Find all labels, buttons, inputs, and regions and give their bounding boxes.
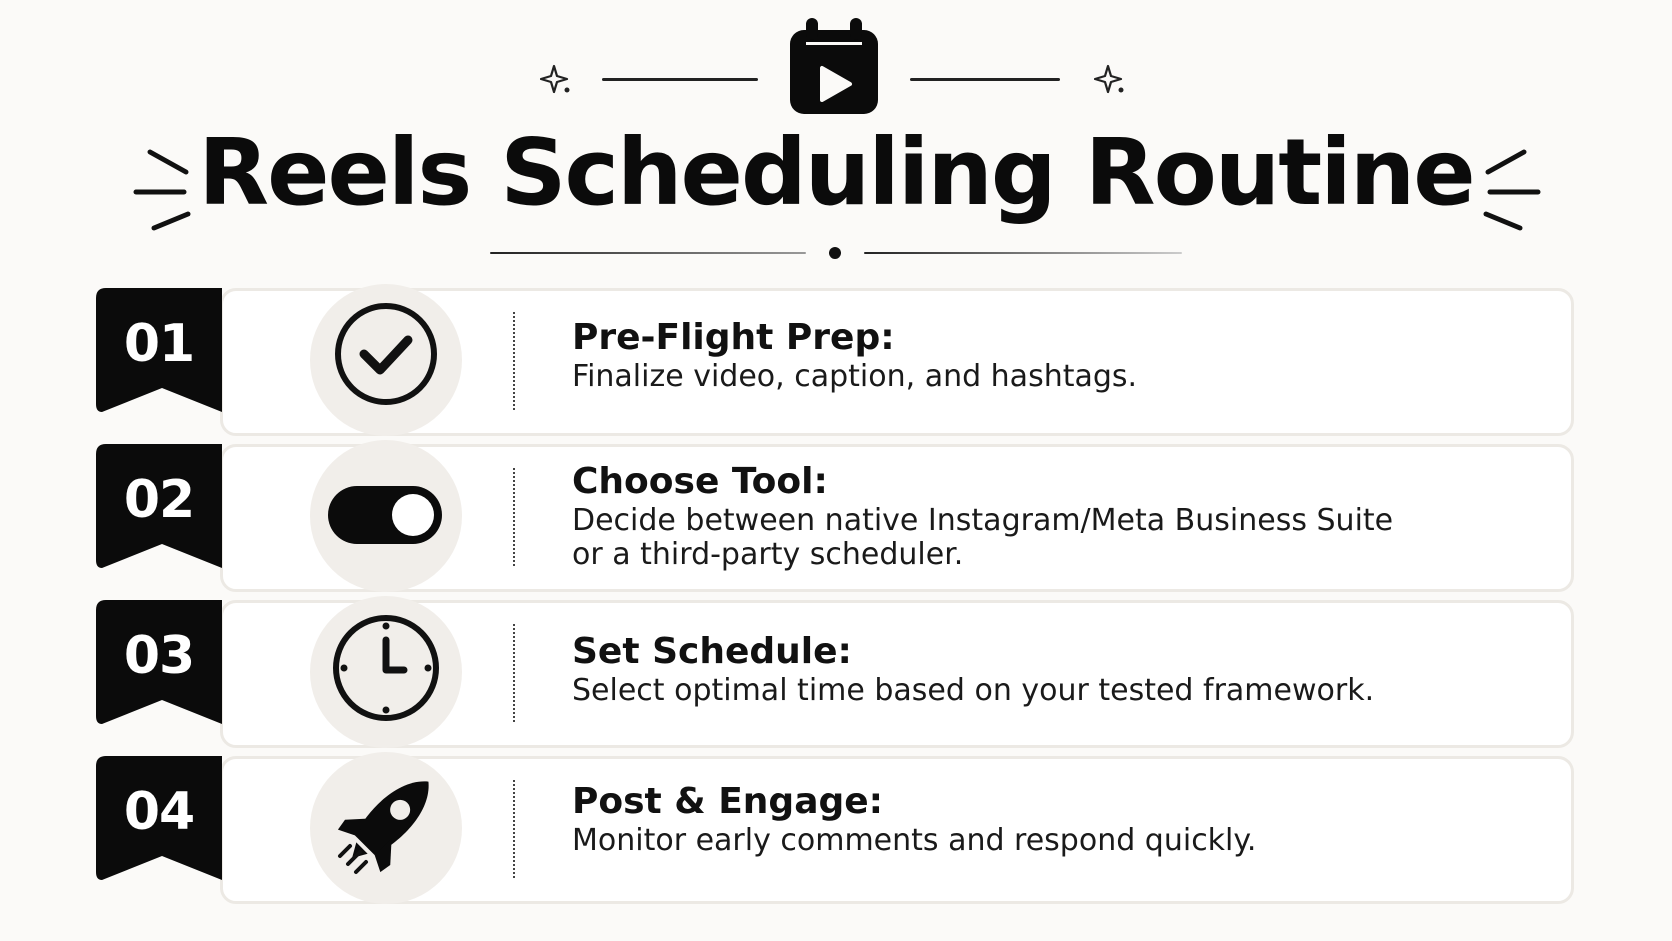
divider — [513, 624, 515, 722]
sparkle-icon-right — [1094, 64, 1126, 96]
step-row-2 — [96, 444, 1574, 590]
step-row-1 — [96, 288, 1574, 434]
step-title: Set Schedule: — [572, 631, 852, 672]
step-description: Decide between native Instagram/Meta Business Suite — [572, 503, 1394, 538]
step-text — [572, 316, 1472, 394]
step-text — [572, 630, 1472, 708]
step-row-3 — [96, 600, 1574, 746]
step-text — [572, 780, 1472, 858]
page-title: Reels Scheduling Routine — [198, 119, 1474, 226]
step-number-badge — [96, 288, 222, 412]
title-underline-dot — [829, 247, 841, 259]
step-description: Select optimal time based on your tested framework. — [572, 673, 1375, 708]
step-number-badge — [96, 444, 222, 568]
step-number: 03 — [123, 626, 195, 686]
toggle-switch-icon — [310, 440, 462, 592]
header-line-left — [602, 78, 758, 81]
divider — [513, 468, 515, 566]
divider — [513, 312, 515, 410]
step-number: 04 — [123, 782, 195, 842]
step-description: Finalize video, caption, and hashtags. — [572, 359, 1138, 394]
divider — [513, 780, 515, 878]
icon-circle — [310, 284, 462, 436]
icon-circle — [310, 752, 462, 904]
title-underline-left — [490, 252, 806, 254]
clock-icon — [310, 596, 462, 748]
calendar-play-icon — [788, 16, 880, 116]
step-description: Monitor early comments and respond quickly. — [572, 823, 1257, 858]
step-title: Pre-Flight Prep: — [572, 317, 895, 358]
step-number-badge — [96, 600, 222, 724]
step-number: 02 — [123, 470, 195, 530]
step-text — [572, 460, 1472, 572]
step-row-4 — [96, 756, 1574, 902]
step-description-line2: or a third-party scheduler. — [572, 537, 964, 572]
step-title: Choose Tool: — [572, 461, 828, 502]
title-underline-right — [864, 252, 1182, 254]
header-line-right — [910, 78, 1060, 81]
checkmark-circle-icon — [310, 284, 462, 436]
sparkle-icon-left — [540, 64, 572, 96]
rocket-icon — [310, 752, 462, 904]
step-number-badge — [96, 756, 222, 880]
step-title: Post & Engage: — [572, 781, 884, 822]
icon-circle — [310, 596, 462, 748]
step-number: 01 — [123, 314, 195, 374]
icon-circle — [310, 440, 462, 592]
